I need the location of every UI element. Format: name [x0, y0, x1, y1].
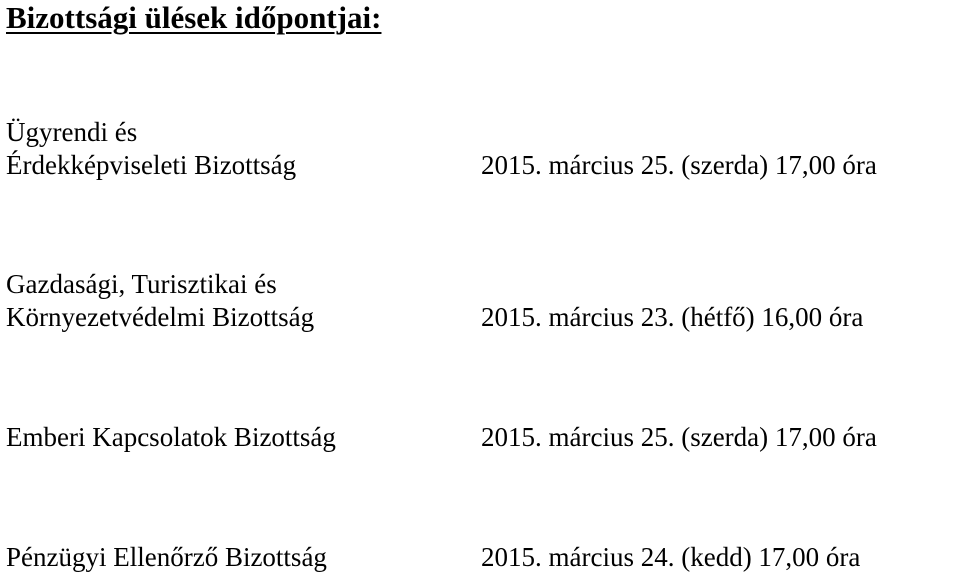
meeting-datetime: 2015. március 25. (szerda) 17,00 óra [481, 150, 877, 180]
page-title: Bizottsági ülések időpontjai: [6, 0, 382, 35]
committee-name-line: Érdekképviseleti Bizottság [6, 150, 297, 180]
meeting-row [0, 112, 960, 182]
committee-name [6, 421, 336, 454]
meeting-row [0, 384, 960, 454]
committee-name-line: Ügyrendi és [6, 117, 138, 147]
meeting-row [0, 258, 960, 332]
meeting-datetime: 2015. március 25. (szerda) 17,00 óra [481, 422, 877, 452]
committee-name [6, 268, 314, 334]
committee-name-line: Emberi Kapcsolatok Bizottság [6, 422, 336, 452]
meeting-row [0, 502, 960, 572]
committee-name [6, 541, 327, 574]
committee-name [6, 116, 296, 182]
committee-name-line: Gazdasági, Turisztikai és [6, 269, 277, 299]
committee-name-line: Környezetvédelmi Bizottság [6, 302, 315, 332]
meeting-datetime: 2015. március 24. (kedd) 17,00 óra [481, 542, 861, 572]
meeting-datetime: 2015. március 23. (hétfő) 16,00 óra [481, 302, 864, 332]
committee-name-line: Pénzügyi Ellenőrző Bizottság [6, 542, 327, 572]
